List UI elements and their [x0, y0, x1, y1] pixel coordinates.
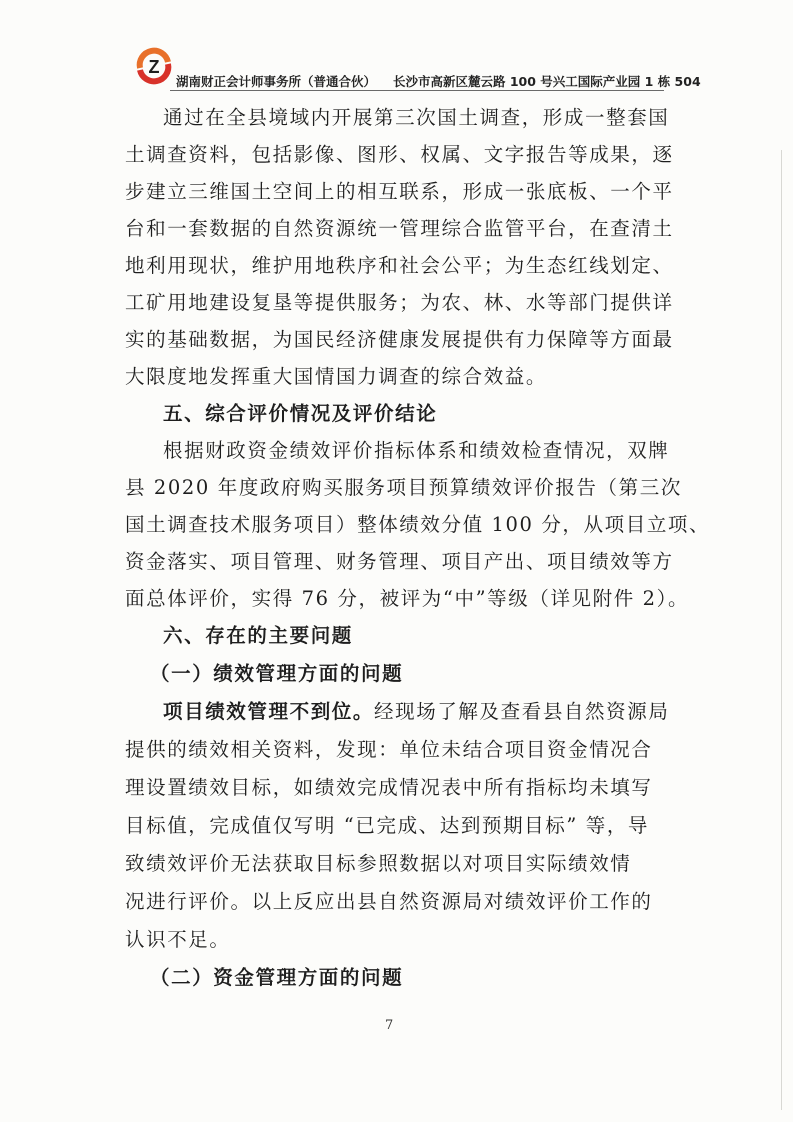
p1-line: 通过在全县境域内开展第三次国土调查，形成一整套国 — [163, 106, 670, 129]
page-number: 7 — [385, 1018, 394, 1033]
letterhead — [128, 46, 701, 92]
p1-line: 地利用现状，维护用地秩序和社会公平；为生态红线划定、 — [125, 254, 674, 277]
firm-name: 湖南财正会计师事务所（普通合伙） — [176, 74, 377, 89]
p1-line: 大限度地发挥重大国情国力调查的综合效益。 — [125, 365, 548, 388]
p3-line: 致绩效评价无法获取目标参照数据以对项目实际绩效情 — [125, 852, 632, 875]
p3-line: 况进行评价。以上反应出县自然资源局对绩效评价工作的 — [125, 890, 653, 913]
p3-line: 理设置绩效目标，如绩效完成情况表中所有指标均未填写 — [125, 776, 653, 799]
p1-line: 土调查资料，包括影像、图形、权属、文字报告等成果，逐 — [125, 143, 674, 166]
p1-line: 台和一套数据的自然资源统一管理综合监管平台，在查清土 — [125, 217, 674, 240]
firm-address: 长沙市高新区麓云路 100 号兴工国际产业园 1 栋 504 — [393, 74, 701, 89]
p3-first-line — [163, 700, 669, 724]
firm-logo-icon — [134, 46, 174, 86]
p3-line: 目标值，完成值仅写明 “已完成、达到预期目标” 等，导 — [125, 814, 650, 837]
p1-line: 步建立三维国土空间上的相互联系，形成一张底板、一个平 — [125, 180, 674, 203]
p3-line: 认识不足。 — [125, 928, 231, 951]
subheading-1: （一）绩效管理方面的问题 — [150, 662, 404, 685]
p1-line: 工矿用地建设复垦等提供服务；为农、林、水等部门提供详 — [125, 291, 674, 314]
p2-line: 资金落实、项目管理、财务管理、项目产出、项目绩效等方 — [125, 550, 674, 573]
subheading-2: （二）资金管理方面的问题 — [150, 966, 404, 989]
section-heading-5: 五、综合评价情况及评价结论 — [163, 402, 438, 425]
p3-line: 提供的绩效相关资料，发现：单位未结合项目资金情况合 — [125, 738, 653, 761]
scan-edge — [781, 150, 782, 1110]
header-rule — [170, 90, 664, 91]
p2-line: 根据财政资金绩效评价指标体系和绩效检查情况，双牌 — [163, 439, 670, 462]
p2-line: 面总体评价，实得 76 分，被评为“中”等级（详见附件 2）。 — [125, 587, 690, 610]
p1-line: 实的基础数据，为国民经济健康发展提供有力保障等方面最 — [125, 328, 674, 351]
logo-letter: Z — [148, 57, 160, 77]
p2-line: 县 2020 年度政府购买服务项目预算绩效评价报告（第三次 — [125, 476, 682, 499]
section-heading-6: 六、存在的主要问题 — [163, 624, 353, 647]
p3-line: 经现场了解及查看县自然资源局 — [374, 700, 670, 723]
p2-line: 国土调查技术服务项目）整体绩效分值 100 分，从项目立项、 — [125, 513, 711, 536]
p3-lead: 项目绩效管理不到位。 — [163, 700, 375, 723]
